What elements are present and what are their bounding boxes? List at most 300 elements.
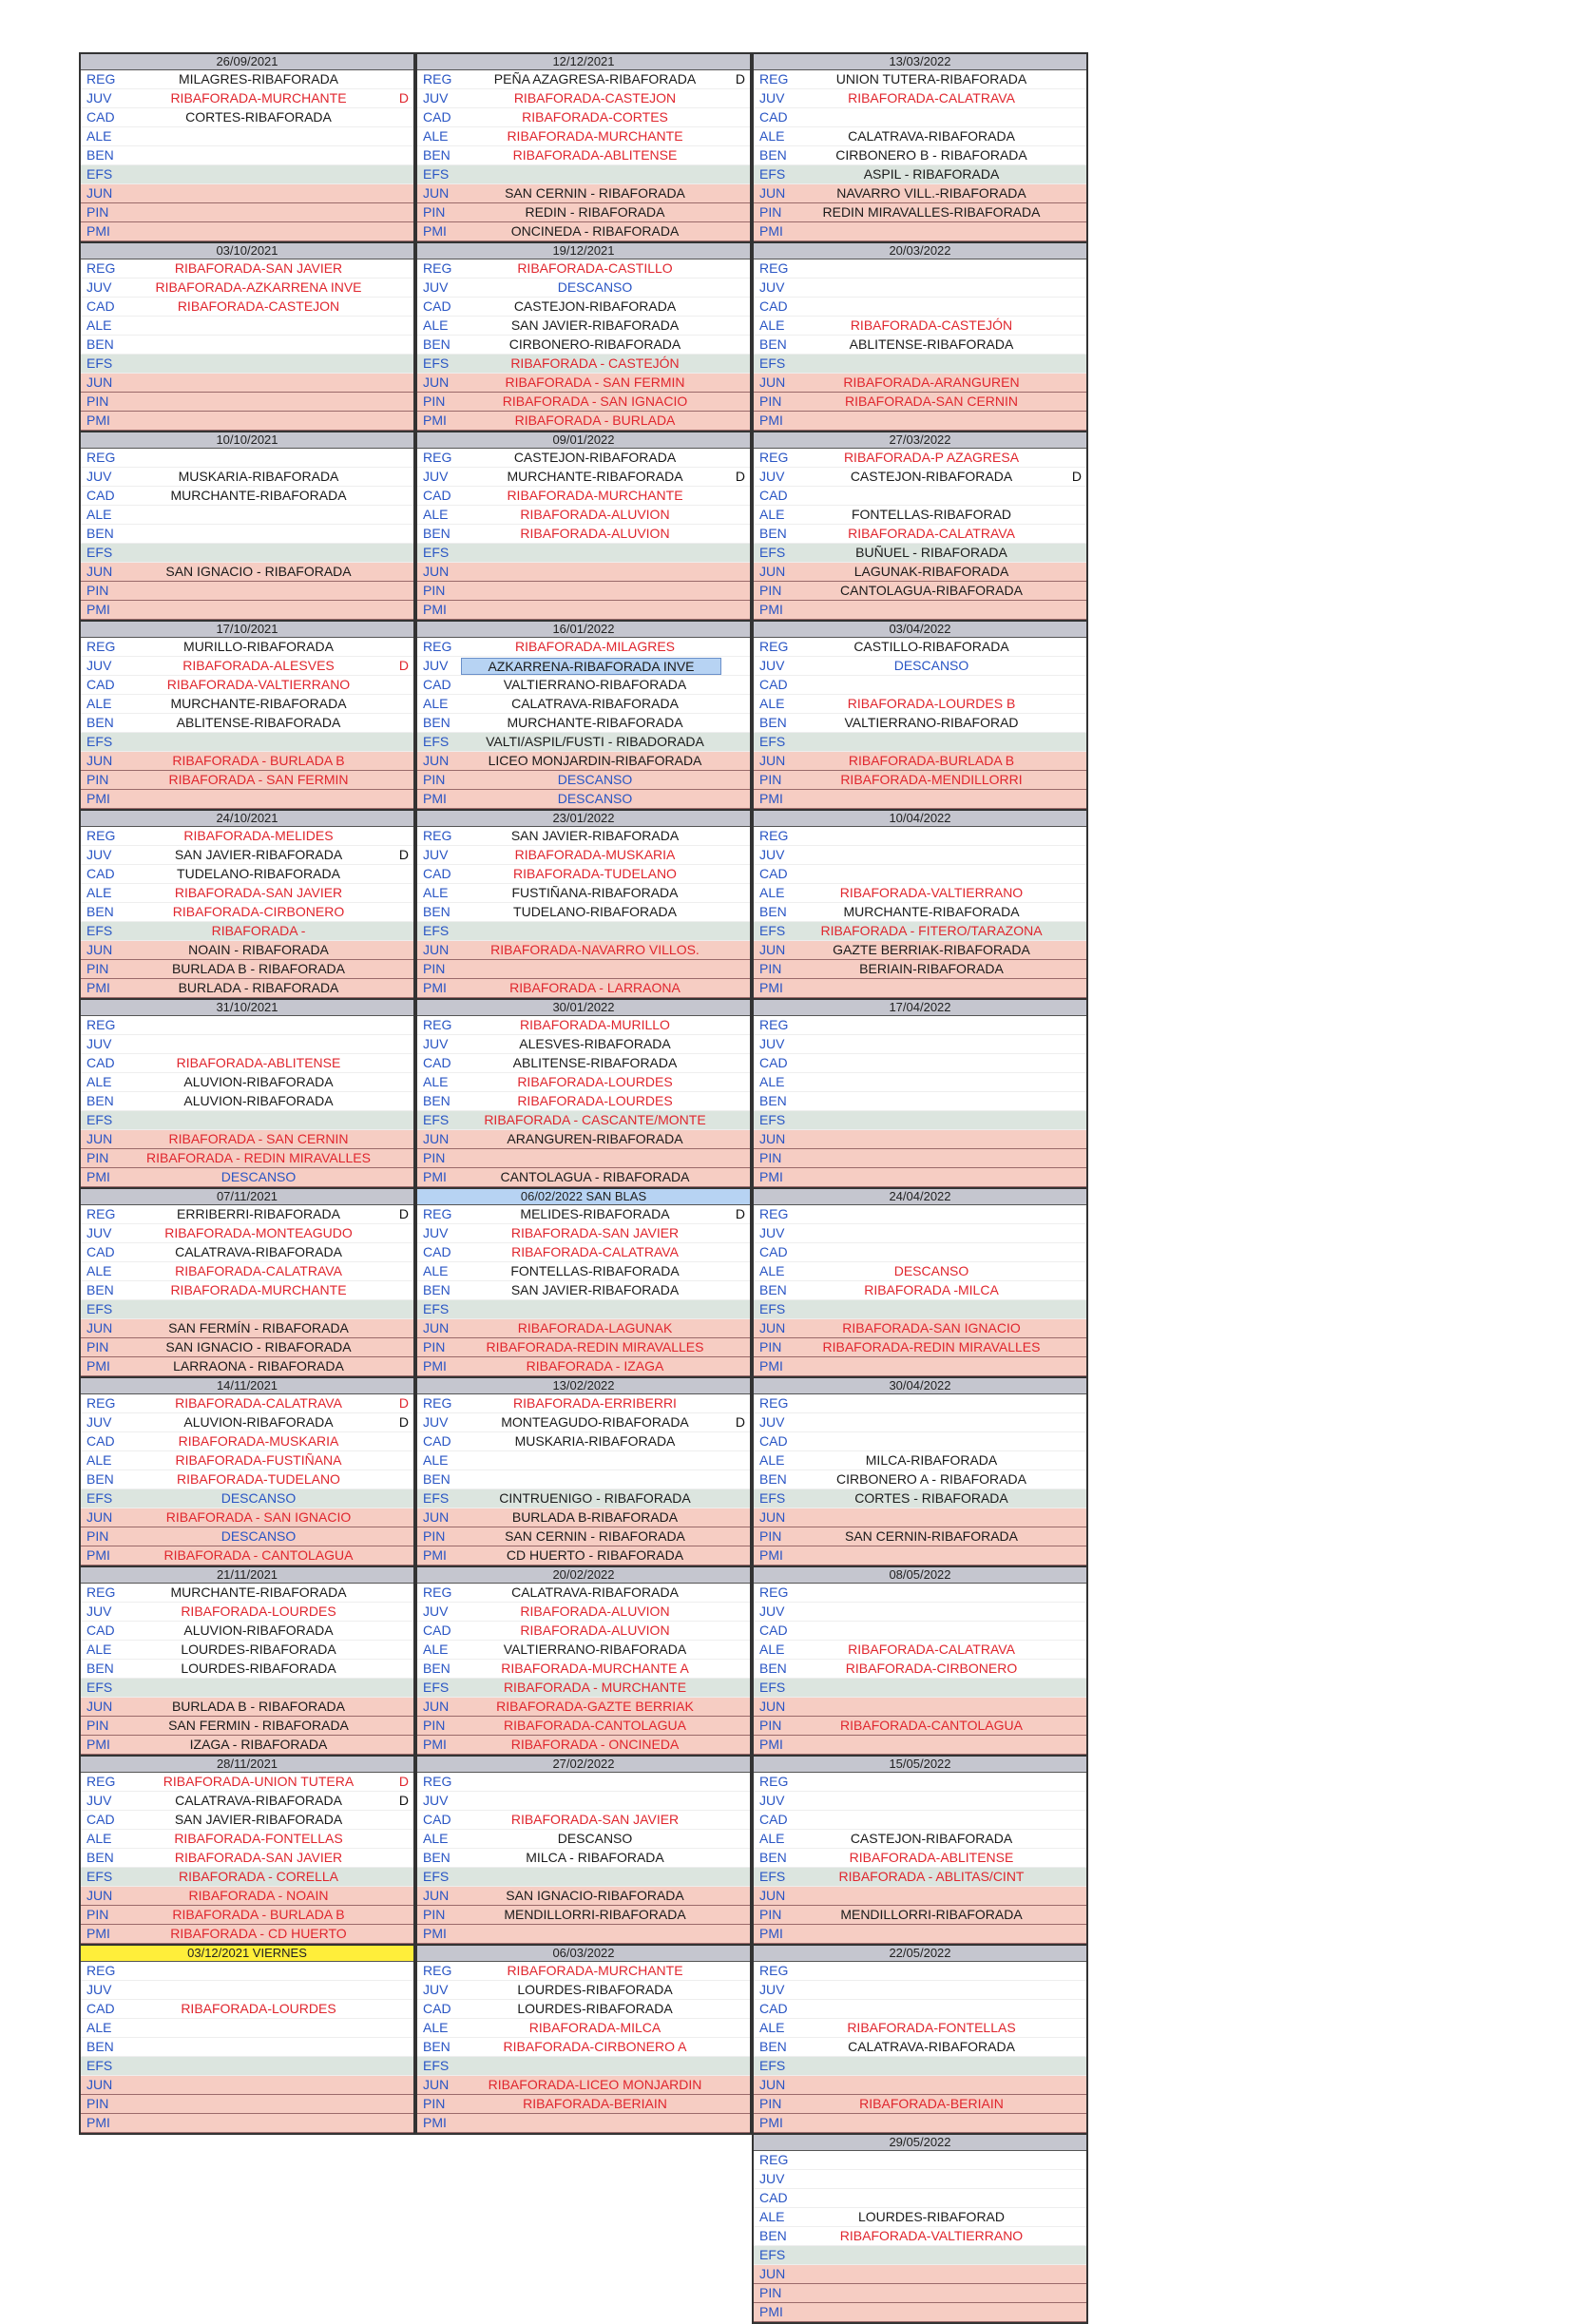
- category-label: JUN: [423, 2077, 450, 2092]
- category-label: JUV: [86, 469, 112, 484]
- category-row-efs: [81, 544, 413, 563]
- matchday-block: [752, 1000, 1088, 1189]
- match-fixture: LOURDES-RIBAFORADA: [517, 2001, 673, 2016]
- matchday-date: 21/11/2021: [81, 1567, 413, 1584]
- category-row-pin: [754, 1717, 1086, 1736]
- category-label: JUN: [423, 1888, 450, 1903]
- matchday-block: [752, 52, 1088, 243]
- category-label: JUN: [86, 942, 113, 957]
- category-row-efs: [417, 1868, 750, 1887]
- category-label: CAD: [86, 1433, 115, 1449]
- match-flag: D: [735, 1414, 745, 1430]
- category-label: EFS: [759, 1112, 786, 1127]
- category-row-cad: [754, 1054, 1086, 1073]
- category-row-juv: [81, 1224, 413, 1243]
- category-label: JUN: [86, 753, 113, 768]
- match-flag: D: [735, 469, 745, 484]
- category-label: JUV: [759, 658, 785, 673]
- category-row-cad: [417, 108, 750, 127]
- match-fixture: RIBAFORADA-UNION TUTERA: [163, 1774, 355, 1789]
- category-row-pmi: [417, 790, 750, 809]
- category-label: JUN: [86, 375, 113, 390]
- match-flag: D: [398, 1206, 409, 1221]
- matchday-block: [79, 622, 415, 811]
- match-fixture: RIBAFORADA-SAN IGNACIO: [842, 1320, 1021, 1335]
- category-row-efs: [81, 1300, 413, 1319]
- category-label: BEN: [759, 336, 787, 352]
- category-label: JUV: [86, 1414, 112, 1430]
- category-label: EFS: [86, 1680, 113, 1695]
- matchday-block: [752, 1757, 1088, 1946]
- match-fixture: RIBAFORADA-ALUVION: [520, 1623, 670, 1638]
- category-row-ale: [754, 317, 1086, 336]
- category-label: REG: [86, 828, 116, 843]
- category-label: EFS: [423, 545, 450, 560]
- category-label: PMI: [86, 1547, 110, 1563]
- category-row-juv: [754, 846, 1086, 865]
- category-row-efs: [81, 733, 413, 752]
- matchday-date: 19/12/2021: [417, 243, 750, 259]
- match-fixture: LOURDES-RIBAFORADA: [181, 1642, 336, 1657]
- match-fixture: RIBAFORADA-LOURDES: [517, 1074, 673, 1089]
- category-row-pmi: [81, 412, 413, 431]
- category-label: CAD: [759, 677, 788, 692]
- category-row-jun: [417, 1319, 750, 1338]
- match-fixture: LOURDES-RIBAFORAD: [857, 2209, 1006, 2224]
- category-row-juv: [81, 1792, 413, 1811]
- category-row-juv: [81, 657, 413, 676]
- match-flag: D: [735, 1206, 745, 1221]
- category-label: JUN: [86, 1320, 113, 1335]
- category-label: PMI: [86, 1737, 110, 1752]
- category-row-efs: [754, 165, 1086, 184]
- matchday-date: 10/10/2021: [81, 432, 413, 449]
- match-fixture: CD HUERTO - RIBAFORADA: [506, 1547, 684, 1563]
- category-label: REG: [86, 1017, 116, 1032]
- match-fixture: RIBAFORADA-VALTIERRANO: [166, 677, 351, 692]
- match-fixture: RIBAFORADA-MURCHANTE: [170, 90, 347, 106]
- category-label: PIN: [423, 1150, 446, 1165]
- category-label: CAD: [423, 1623, 451, 1638]
- category-row-ben: [754, 336, 1086, 355]
- category-row-efs: [81, 1489, 413, 1508]
- category-label: CAD: [423, 1055, 451, 1070]
- category-label: REG: [86, 639, 116, 654]
- match-fixture: RIBAFORADA-MONTEAGUDO: [164, 1225, 353, 1240]
- category-row-ben: [81, 1470, 413, 1489]
- category-label: REG: [423, 1395, 452, 1411]
- category-label: EFS: [423, 1301, 450, 1316]
- category-label: JUN: [86, 1699, 113, 1714]
- category-row-reg: [754, 449, 1086, 468]
- category-row-ben: [81, 146, 413, 165]
- category-row-pin: [417, 771, 750, 790]
- category-label: BEN: [423, 1661, 451, 1676]
- matchday-date: 24/04/2022: [754, 1189, 1086, 1205]
- category-label: PIN: [759, 2096, 782, 2111]
- category-row-ale: [754, 695, 1086, 714]
- match-fixture: RIBAFORADA-FONTELLAS: [174, 1831, 343, 1846]
- category-label: JUN: [759, 1509, 786, 1525]
- match-fixture: RIBAFORADA-ABLITENSE: [512, 147, 678, 163]
- matchday-date: 13/02/2022: [417, 1378, 750, 1394]
- category-label: JUV: [759, 1982, 785, 1997]
- category-row-juv: [754, 1035, 1086, 1054]
- category-row-reg: [81, 259, 413, 278]
- category-label: PMI: [759, 1737, 783, 1752]
- category-row-juv: [417, 1413, 750, 1432]
- match-fixture: RIBAFORADA-ABLITENSE: [176, 1055, 341, 1070]
- category-label: PMI: [423, 980, 447, 995]
- category-label: EFS: [423, 355, 450, 371]
- category-row-reg: [81, 1962, 413, 1981]
- category-label: JUV: [759, 90, 785, 106]
- category-row-cad: [81, 487, 413, 506]
- match-fixture: DESCANSO: [557, 1831, 633, 1846]
- category-label: ALE: [86, 1074, 112, 1089]
- category-row-ben: [417, 2038, 750, 2057]
- category-row-pmi: [81, 1357, 413, 1376]
- category-row-efs: [754, 2246, 1086, 2265]
- match-fixture: RIBAFORADA-CALATRAVA: [175, 1395, 342, 1411]
- category-label: EFS: [86, 923, 113, 938]
- category-row-jun: [417, 1887, 750, 1906]
- category-row-juv: [417, 1224, 750, 1243]
- match-fixture: SAN IGNACIO - RIBAFORADA: [165, 1339, 352, 1354]
- category-row-ale: [754, 1073, 1086, 1092]
- category-row-pmi: [754, 2303, 1086, 2322]
- category-row-reg: [417, 638, 750, 657]
- category-row-ben: [81, 1281, 413, 1300]
- match-fixture: RIBAFORADA-MURCHANTE: [507, 128, 683, 144]
- category-row-reg: [81, 449, 413, 468]
- category-label: ALE: [423, 507, 449, 522]
- match-fixture: MENDILLORRI-RIBAFORADA: [504, 1907, 686, 1922]
- category-row-jun: [81, 374, 413, 393]
- match-fixture: ABLITENSE-RIBAFORADA: [512, 1055, 678, 1070]
- category-row-juv: [417, 1981, 750, 2000]
- category-row-reg: [81, 1016, 413, 1035]
- match-fixture: SAN CERNIN - RIBAFORADA: [505, 185, 685, 201]
- category-row-ale: [417, 1641, 750, 1660]
- match-flag: D: [1071, 469, 1082, 484]
- category-row-juv: [417, 1035, 750, 1054]
- category-label: BEN: [86, 147, 114, 163]
- category-label: BEN: [759, 1661, 787, 1676]
- match-fixture: RIBAFORADA-BERIAIN: [523, 2096, 667, 2111]
- category-label: EFS: [86, 1301, 113, 1316]
- category-label: JUV: [759, 1604, 785, 1619]
- matchday-block: [79, 1757, 415, 1946]
- match-fixture: RIBAFORADA-MENDILLORRI: [840, 772, 1023, 787]
- category-label: PIN: [423, 204, 446, 220]
- match-fixture: RIBAFORADA-CALATRAVA: [175, 1263, 342, 1278]
- match-fixture: DESCANSO: [893, 658, 969, 673]
- category-row-ale: [81, 317, 413, 336]
- category-row-efs: [417, 922, 750, 941]
- category-row-juv: [417, 657, 750, 676]
- match-fixture: BURLADA B - RIBAFORADA: [171, 1699, 346, 1714]
- category-label: REG: [423, 828, 452, 843]
- category-label: PMI: [423, 1169, 447, 1184]
- category-row-reg: [417, 259, 750, 278]
- category-row-ale: [81, 1830, 413, 1849]
- match-flag: D: [398, 1793, 409, 1808]
- category-label: JUV: [759, 279, 785, 295]
- match-fixture: RIBAFORADA-ALUVION: [520, 526, 670, 541]
- category-label: PMI: [759, 223, 783, 239]
- category-label: JUV: [423, 1604, 449, 1619]
- category-label: ALE: [86, 1452, 112, 1468]
- category-row-pmi: [417, 979, 750, 998]
- category-row-juv: [754, 89, 1086, 108]
- match-fixture: MURCHANTE-RIBAFORADA: [170, 488, 347, 503]
- category-label: ALE: [759, 507, 785, 522]
- match-fixture: MURCHANTE-RIBAFORADA: [843, 904, 1020, 919]
- category-label: JUV: [759, 1414, 785, 1430]
- match-fixture: RIBAFORADA-CIRBONERO: [845, 1661, 1018, 1676]
- category-row-pin: [81, 1527, 413, 1546]
- match-fixture: MURILLO-RIBAFORADA: [183, 639, 334, 654]
- category-label: JUN: [86, 1131, 113, 1146]
- category-label: BEN: [759, 1471, 787, 1487]
- matchday-date: 27/03/2022: [754, 432, 1086, 449]
- category-label: JUV: [86, 279, 112, 295]
- match-fixture: RIBAFORADA - SAN FERMIN: [505, 375, 685, 390]
- category-row-jun: [417, 752, 750, 771]
- category-row-ben: [417, 903, 750, 922]
- category-row-ale: [417, 2019, 750, 2038]
- category-row-ale: [417, 127, 750, 146]
- category-row-pmi: [417, 1546, 750, 1565]
- category-label: CAD: [86, 1055, 115, 1070]
- match-fixture: RIBAFORADA-ALESVES: [182, 658, 335, 673]
- match-fixture: CALATRAVA-RIBAFORADA: [848, 2039, 1015, 2054]
- matchday-date: 20/02/2022: [417, 1567, 750, 1584]
- category-row-efs: [81, 1111, 413, 1130]
- match-fixture: BUÑUEL - RIBAFORADA: [855, 545, 1007, 560]
- match-fixture: MUSKARIA-RIBAFORADA: [178, 469, 339, 484]
- category-label: REG: [86, 1585, 116, 1600]
- match-fixture: RIBAFORADA-MURCHANTE: [507, 1963, 683, 1978]
- category-label: EFS: [86, 1490, 113, 1506]
- match-fixture: GAZTE BERRIAK-RIBAFORADA: [833, 942, 1030, 957]
- category-row-cad: [417, 2000, 750, 2019]
- category-row-pmi: [81, 1736, 413, 1755]
- category-label: BEN: [86, 1850, 114, 1865]
- category-row-jun: [81, 2076, 413, 2095]
- category-label: PMI: [423, 602, 447, 617]
- match-fixture: SAN JAVIER-RIBAFORADA: [510, 828, 680, 843]
- match-fixture: LARRAONA - RIBAFORADA: [173, 1358, 344, 1373]
- category-row-pin: [754, 1527, 1086, 1546]
- match-fixture: BURLADA B-RIBAFORADA: [511, 1509, 679, 1525]
- category-label: CAD: [86, 2001, 115, 2016]
- category-row-pmi: [81, 979, 413, 998]
- category-label: JUV: [86, 1225, 112, 1240]
- category-label: PIN: [759, 394, 782, 409]
- matchday-block: [752, 1189, 1088, 1378]
- category-label: PIN: [86, 1718, 109, 1733]
- category-row-pin: [754, 2095, 1086, 2114]
- category-row-cad: [81, 1243, 413, 1262]
- category-row-jun: [81, 1319, 413, 1338]
- category-row-ben: [81, 525, 413, 544]
- category-label: REG: [759, 639, 789, 654]
- category-row-efs: [417, 733, 750, 752]
- category-row-ben: [754, 714, 1086, 733]
- category-label: JUN: [759, 375, 786, 390]
- category-label: ALE: [759, 2209, 785, 2224]
- category-label: ALE: [86, 317, 112, 333]
- category-label: ALE: [423, 1831, 449, 1846]
- category-label: ALE: [759, 1074, 785, 1089]
- match-fixture: CALATRAVA-RIBAFORADA: [511, 696, 679, 711]
- category-label: EFS: [759, 1301, 786, 1316]
- match-fixture: RIBAFORADA-CALATRAVA: [848, 90, 1015, 106]
- category-row-efs: [417, 544, 750, 563]
- matchday-date: 15/05/2022: [754, 1757, 1086, 1773]
- category-label: EFS: [759, 166, 786, 182]
- category-row-reg: [754, 1962, 1086, 1981]
- category-row-juv: [81, 1413, 413, 1432]
- category-label: EFS: [759, 355, 786, 371]
- category-row-ben: [417, 1470, 750, 1489]
- category-label: BEN: [423, 147, 451, 163]
- match-fixture: RIBAFORADA-MUSKARIA: [514, 847, 676, 862]
- category-label: CAD: [759, 2001, 788, 2016]
- matchday-block: [79, 1946, 415, 2135]
- category-row-pmi: [754, 222, 1086, 241]
- match-fixture: DESCANSO: [557, 279, 633, 295]
- category-label: PMI: [759, 1169, 783, 1184]
- category-row-jun: [417, 563, 750, 582]
- category-row-reg: [754, 827, 1086, 846]
- category-row-pin: [754, 1149, 1086, 1168]
- match-fixture: RIBAFORADA-SAN JAVIER: [510, 1812, 680, 1827]
- category-row-reg: [754, 259, 1086, 278]
- category-row-pmi: [81, 790, 413, 809]
- category-label: JUN: [423, 185, 450, 201]
- category-label: ALE: [759, 696, 785, 711]
- match-fixture: REDIN MIRAVALLES-RIBAFORADA: [822, 204, 1041, 220]
- match-flag: D: [398, 1774, 409, 1789]
- category-row-cad: [81, 2000, 413, 2019]
- category-row-reg: [754, 70, 1086, 89]
- category-label: CAD: [423, 1433, 451, 1449]
- category-label: JUV: [759, 1225, 785, 1240]
- category-row-juv: [754, 1603, 1086, 1622]
- matchday-block: [415, 1189, 752, 1378]
- category-row-jun: [81, 1698, 413, 1717]
- match-fixture: SAN JAVIER-RIBAFORADA: [174, 1812, 343, 1827]
- match-fixture: MURCHANTE-RIBAFORADA: [507, 715, 683, 730]
- category-row-pmi: [417, 601, 750, 620]
- category-label: CAD: [423, 488, 451, 503]
- category-label: CAD: [759, 488, 788, 503]
- category-row-juv: [81, 1603, 413, 1622]
- category-row-juv: [81, 846, 413, 865]
- category-label: PMI: [86, 791, 110, 806]
- match-fixture: ONCINEDA - RIBAFORADA: [510, 223, 680, 239]
- match-fixture: RIBAFORADA-CIRBONERO A: [503, 2039, 687, 2054]
- category-label: ALE: [759, 1642, 785, 1657]
- category-row-efs: [417, 1489, 750, 1508]
- category-row-ale: [754, 2019, 1086, 2038]
- category-row-cad: [81, 1054, 413, 1073]
- category-row-ale: [417, 695, 750, 714]
- category-label: EFS: [423, 1112, 450, 1127]
- category-row-cad: [754, 298, 1086, 317]
- category-row-jun: [754, 941, 1086, 960]
- category-row-ale: [81, 1262, 413, 1281]
- category-label: CAD: [86, 1812, 115, 1827]
- match-fixture: RIBAFORADA - ONCINEDA: [510, 1737, 680, 1752]
- match-fixture: CALATRAVA-RIBAFORADA: [848, 128, 1015, 144]
- category-label: REG: [86, 450, 116, 465]
- category-label: EFS: [759, 923, 786, 938]
- category-row-pmi: [81, 1546, 413, 1565]
- category-row-pmi: [754, 979, 1086, 998]
- category-row-cad: [81, 298, 413, 317]
- category-row-ben: [417, 146, 750, 165]
- category-label: ALE: [423, 885, 449, 900]
- category-row-pin: [81, 1717, 413, 1736]
- matchday-block: [752, 2135, 1088, 2324]
- matchday-block: [415, 1757, 752, 1946]
- category-label: PIN: [86, 2096, 109, 2111]
- match-fixture: CORTES - RIBAFORADA: [854, 1490, 1008, 1506]
- match-fixture: DESCANSO: [893, 1263, 969, 1278]
- matchday-date: 13/03/2022: [754, 54, 1086, 70]
- category-row-pmi: [754, 790, 1086, 809]
- match-fixture: ALUVION-RIBAFORADA: [183, 1414, 334, 1430]
- category-label: PMI: [86, 980, 110, 995]
- category-row-juv: [81, 468, 413, 487]
- category-label: REG: [86, 1395, 116, 1411]
- matchday-date: 31/10/2021: [81, 1000, 413, 1016]
- category-label: PIN: [423, 772, 446, 787]
- match-fixture: ALUVION-RIBAFORADA: [183, 1074, 334, 1089]
- category-row-jun: [417, 1130, 750, 1149]
- category-row-pin: [417, 1906, 750, 1925]
- category-row-cad: [754, 487, 1086, 506]
- match-fixture: PEÑA AZAGRESA-RIBAFORADA: [493, 71, 697, 86]
- category-label: REG: [423, 1017, 452, 1032]
- match-fixture: UNION TUTERA-RIBAFORADA: [835, 71, 1027, 86]
- category-row-ben: [754, 903, 1086, 922]
- match-fixture: ARANGUREN-RIBAFORADA: [507, 1131, 683, 1146]
- matchday-block: [79, 52, 415, 243]
- match-fixture: RIBAFORADA - ABLITAS/CINT: [838, 1869, 1025, 1884]
- category-label: JUV: [423, 658, 449, 673]
- match-fixture: DESCANSO: [557, 791, 633, 806]
- category-label: PMI: [759, 413, 783, 428]
- category-row-efs: [754, 1868, 1086, 1887]
- category-row-cad: [754, 1811, 1086, 1830]
- match-fixture: CINTRUENIGO - RIBAFORADA: [499, 1490, 691, 1506]
- category-row-reg: [417, 1773, 750, 1792]
- category-row-reg: [417, 1205, 750, 1224]
- category-row-efs: [81, 922, 413, 941]
- category-row-reg: [754, 638, 1086, 657]
- match-fixture: SAN JAVIER-RIBAFORADA: [174, 847, 343, 862]
- category-label: ALE: [423, 696, 449, 711]
- category-row-pin: [417, 1338, 750, 1357]
- matchday-date: 08/05/2022: [754, 1567, 1086, 1584]
- category-label: ALE: [759, 885, 785, 900]
- category-label: PMI: [759, 980, 783, 995]
